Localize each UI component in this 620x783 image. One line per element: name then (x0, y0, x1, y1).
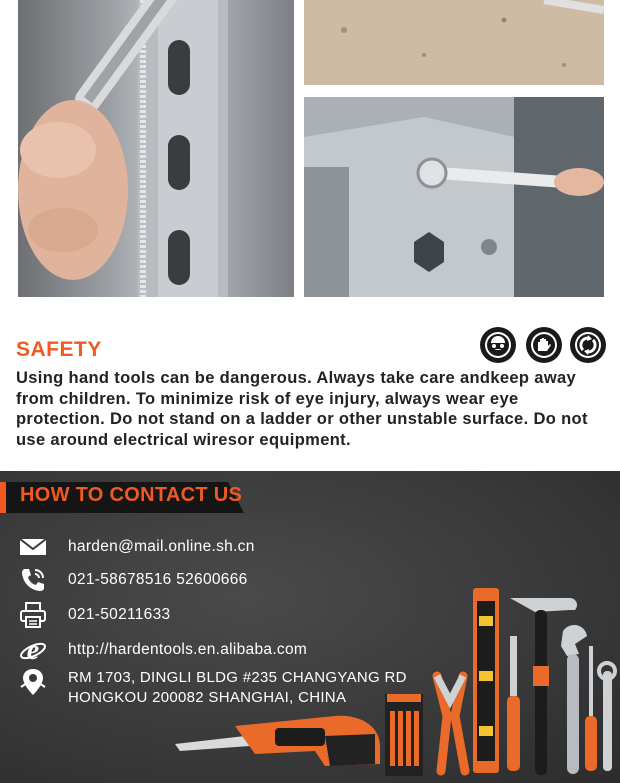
contact-fax-row (18, 601, 170, 629)
contact-email-row (18, 533, 255, 561)
spirit-level-icon (473, 588, 499, 773)
safety-gloves-icon (526, 327, 562, 363)
file-tool-icon (507, 636, 520, 771)
safety-heading: SAFETY (16, 338, 102, 361)
chisel-set-icon (385, 694, 423, 776)
contact-email[interactable]: harden@mail.online.sh.cn (68, 538, 255, 555)
engine-bay-wrench-photo (304, 97, 604, 297)
internet-explorer-icon (18, 636, 48, 664)
screwdriver-icon (585, 646, 597, 771)
tools-illustration (175, 576, 620, 783)
contact-fax: 021-50211633 (68, 606, 171, 623)
safety-warning-text: Using hand tools can be dangerous. Always take care andkeep away from children. To minimize risk of eye injury, always wear eye protection. Do not stand on a ladder or other unstable surface. Do not use around electrical wiresor equipment. (16, 369, 588, 449)
safety-goggles-icon (480, 327, 516, 363)
reciprocating-saw-icon (175, 716, 380, 766)
adjustable-wrench-icon (561, 625, 587, 774)
contact-phone: 021-58678516 52600666 (68, 571, 248, 588)
recycle-icon (570, 327, 606, 363)
combination-wrench-icon (599, 663, 615, 771)
contact-heading: HOW TO CONTACT US (20, 484, 243, 506)
pliers-icon (437, 676, 465, 771)
fax-printer-icon (18, 601, 48, 629)
address-line-2: HONGKOU 200082 SHANGHAI, CHINA (68, 689, 347, 706)
phone-icon (18, 566, 48, 594)
concrete-wall-photo (304, 0, 604, 85)
svg-text:e: e (26, 636, 40, 664)
contact-panel (0, 471, 620, 783)
address-line-1: RM 1703, DINGLI BLDG #235 CHANGYANG RD (68, 669, 407, 686)
location-pin-icon (18, 668, 48, 696)
envelope-icon (18, 533, 48, 561)
contact-website[interactable]: http://hardentools.en.alibaba.com (68, 641, 308, 658)
wrench-on-rail-photo (18, 0, 294, 297)
